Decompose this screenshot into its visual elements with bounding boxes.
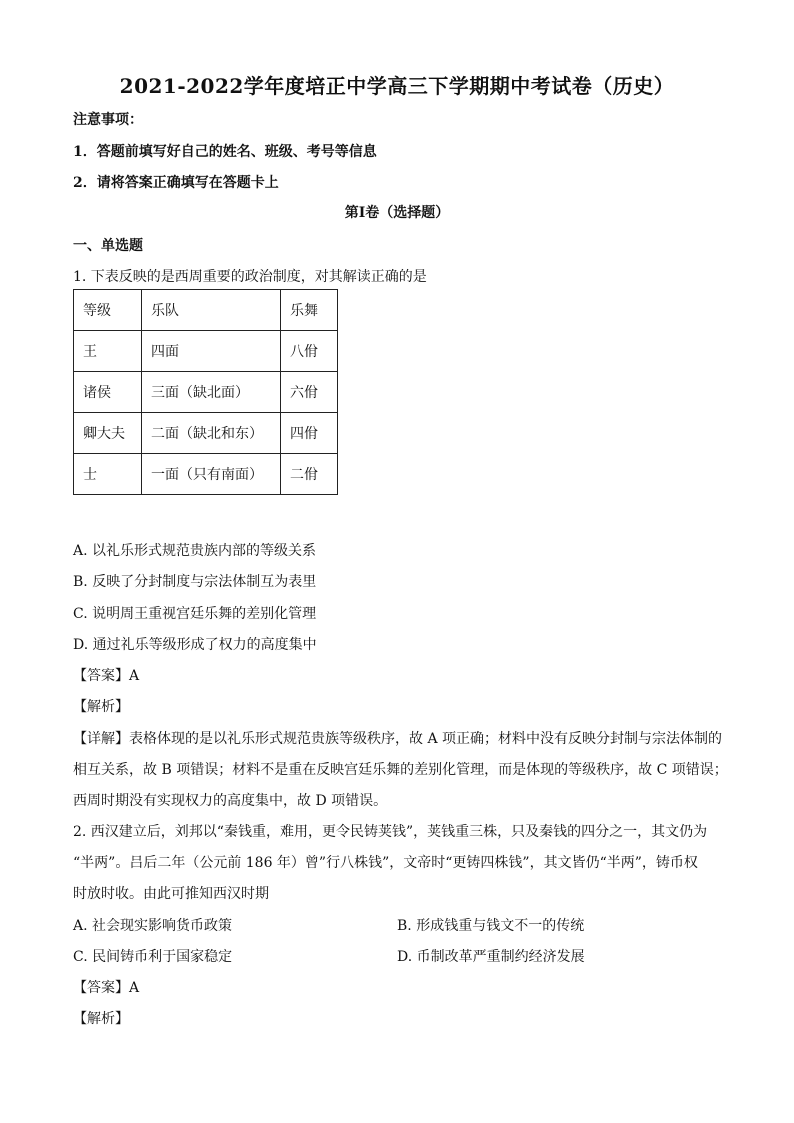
table-cell: 二佾: [281, 454, 338, 495]
notes-item: 2．请将答案正确填写在答题卡上: [73, 175, 279, 191]
question-1-option-c: C. 说明周王重视宫廷乐舞的差别化管理: [73, 606, 317, 622]
table-cell: 一面（只有南面）: [142, 454, 281, 495]
question-2-option-b: B. 形成钱重与钱文不一的传统: [397, 918, 585, 934]
question-2-analysis-label: 【解析】: [73, 1011, 129, 1027]
question-2-stem-line: 2. 西汉建立后，刘邦以“秦钱重，难用，更令民铸荚钱”，荚钱重三株，只及秦钱的四分之一，其文仍为: [73, 824, 708, 840]
notes-item: 1．答题前填写好自己的姓名、班级、考号等信息: [73, 144, 377, 160]
question-1-option-a: A. 以礼乐形式规范贵族内部的等级关系: [73, 543, 317, 559]
table-header-cell: 乐队: [142, 290, 281, 331]
table-cell: 士: [74, 454, 142, 495]
question-2-option-c: C. 民间铸币利于国家稳定: [73, 949, 233, 965]
question-1-answer: 【答案】A: [73, 668, 140, 684]
question-2-stem-line: “半两”。吕后二年（公元前 186 年）曾”行八株钱”，文帝时“更铸四株钱”，其文皆仍“半两”，铸币权: [73, 855, 698, 871]
table-cell: 六佾: [281, 372, 338, 413]
table-cell: 卿大夫: [74, 413, 142, 454]
table-cell: 二面（缺北和东）: [142, 413, 281, 454]
question-1-detail-line: 【详解】表格体现的是以礼乐形式规范贵族等级秩序，故 A 项正确；材料中没有反映分封制与宗法体制的: [73, 731, 723, 747]
question-1-option-d: D. 通过礼乐等级形成了权力的高度集中: [73, 637, 317, 653]
question-1-detail-line: 相互关系，故 B 项错误；材料不是重在反映宫廷乐舞的差别化管理，而是体现的等级秩序，故 C 项错误；: [73, 762, 728, 778]
table-cell: 三面（缺北面）: [142, 372, 281, 413]
question-1-option-b: B. 反映了分封制度与宗法体制互为表里: [73, 574, 317, 590]
table-cell: 王: [74, 331, 142, 372]
question-2-option-d: D. 币制改革严重制约经济发展: [397, 949, 585, 965]
table-row: [74, 454, 338, 495]
table-cell: 八佾: [281, 331, 338, 372]
table-cell: 四面: [142, 331, 281, 372]
question-1-stem: 1. 下表反映的是西周重要的政治制度，对其解读正确的是: [73, 269, 427, 285]
question-1-detail-line: 西周时期没有实现权力的高度集中，故 D 项错误。: [73, 793, 388, 809]
table-cell: 诸侯: [74, 372, 142, 413]
table-cell: 四佾: [281, 413, 338, 454]
table-row: [74, 331, 338, 372]
table-header-cell: 等级: [74, 290, 142, 331]
table-row: [74, 372, 338, 413]
question-2-answer: 【答案】A: [73, 980, 140, 996]
question-2-stem-line: 时放时收。由此可推知西汉时期: [73, 886, 269, 902]
table-header-cell: 乐舞: [281, 290, 338, 331]
question-2-option-a: A. 社会现实影响货币政策: [73, 918, 233, 934]
exam-title: 2021-2022学年度培正中学高三下学期期中考试卷（历史）: [119, 74, 675, 98]
notes-heading: 注意事项：: [73, 112, 143, 128]
question-1-analysis-label: 【解析】: [73, 699, 129, 715]
table-header-row: [74, 290, 338, 331]
section-title: 第I卷（选择题）: [344, 205, 450, 221]
ritual-grade-table: [73, 289, 338, 495]
part-title: 一、单选题: [73, 238, 143, 254]
table-row: [74, 413, 338, 454]
